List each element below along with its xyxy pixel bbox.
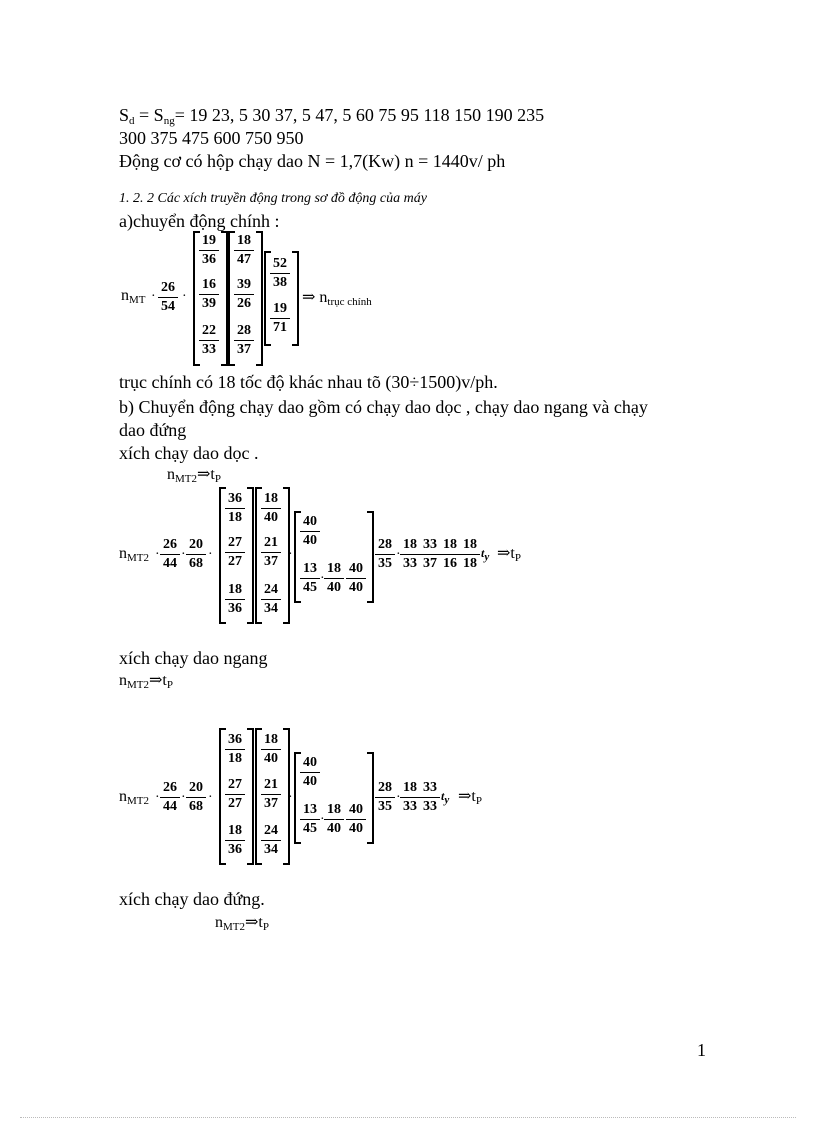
spindle-note: trục chính có 18 tốc độ khác nhau tõ (30÷1500)v/ph. <box>119 372 498 392</box>
eq3-m3-f3: 40 40 <box>346 801 366 838</box>
eq2-m1-f1: 27 27 <box>225 534 245 571</box>
eq2-m3-f0: 40 40 <box>300 513 320 550</box>
eq1-dot: · <box>151 289 156 304</box>
eq2-lhs: $n_{MT2}$ <box>119 545 149 564</box>
eq1-m3-f0: 52 38 <box>270 255 290 292</box>
eq3-tail-f2: 33 33 <box>420 779 440 816</box>
eq3-m2-f1: 21 37 <box>261 776 281 813</box>
eq3-tail-f0: 28 35 <box>375 779 395 816</box>
eq2-rhs: $\Rightarrow t_P$ <box>497 545 521 564</box>
eq2-dot: · <box>208 547 213 562</box>
long-feed-chain: $n_{MT2}\Rightarrow t_P$ <box>167 466 221 485</box>
eq2-tail-f1: 18 33 <box>400 536 420 573</box>
eq3-rhs: $\Rightarrow t_P$ <box>458 788 482 807</box>
eq2-dot: · <box>320 571 325 586</box>
eq2-dot: · <box>181 547 186 562</box>
eq2-m2-f2: 24 34 <box>261 581 281 618</box>
eq1-m1-f0: 19 36 <box>199 232 219 269</box>
eq1-frac-a: 26 54 <box>158 279 178 316</box>
eq2-tail-f3: 18 16 <box>440 536 460 573</box>
eq2-m1-f2: 18 36 <box>225 581 245 618</box>
page-number: 1 <box>697 1040 706 1060</box>
eq2-m2-f1: 21 37 <box>261 534 281 571</box>
eq3-m2-f2: 24 34 <box>261 822 281 859</box>
eq2-frac-a: 26 44 <box>160 536 180 573</box>
eq2-m3-f2: 18 40 <box>324 560 344 597</box>
eq2-m1-f0: 36 18 <box>225 490 245 527</box>
eq2-m2-f0: 18 40 <box>261 490 281 527</box>
eq3-m3-f0: 40 40 <box>300 754 320 791</box>
eq2-dot: · <box>396 547 401 562</box>
eq1-m1-f2: 22 33 <box>199 322 219 359</box>
eq1-dot: · <box>182 289 187 304</box>
eq2-tail-f4: 18 18 <box>460 536 480 573</box>
long-feed-heading: xích chạy dao dọc . <box>119 443 259 463</box>
eq3-dot: · <box>155 790 160 805</box>
eq3-m1-rbracket <box>247 728 254 865</box>
feed-motion-line-1: b) Chuyển động chạy dao gồm có chạy dao dọc , chạy dao ngang và chạy <box>119 397 648 417</box>
speeds-line-2: 300 375 475 600 750 950 <box>119 128 304 148</box>
eq2-tail-f0: 28 35 <box>375 536 395 573</box>
eq2-m3-rbracket <box>367 511 374 603</box>
eq2-m1-rbracket <box>247 487 254 624</box>
main-motion-heading: a)chuyển động chính : <box>119 211 280 231</box>
eq3-dot: · <box>288 790 293 805</box>
section-heading: 1. 2. 2 Các xích truyền động trong sơ đồ động của máy <box>119 191 427 206</box>
eq1-m2-f1: 39 26 <box>234 276 254 313</box>
eq3-m1-f1: 27 27 <box>225 776 245 813</box>
vert-feed-heading: xích chạy dao đứng. <box>119 889 265 909</box>
eq3-dot: · <box>208 790 213 805</box>
eq3-m3-f2: 18 40 <box>324 801 344 838</box>
eq3-frac-a: 26 44 <box>160 779 180 816</box>
cross-feed-heading: xích chạy dao ngang <box>119 648 268 668</box>
speeds-line-1: $S_d = S_{ng}= 19$ 23, 5 30 37, 5 47, 5 60 75 95 118 150 190 235 <box>119 105 545 127</box>
eq1-m3-rbracket <box>292 251 299 346</box>
feed-motion-line-2: dao đứng <box>119 420 187 440</box>
eq1-m1-rbracket <box>221 231 228 366</box>
eq3-dot: · <box>320 812 325 827</box>
eq2-tail-f2: 33 37 <box>420 536 440 573</box>
eq2-ty: $t_y$ <box>481 546 490 563</box>
eq1-rhs: ⇒ $n_{trục chính}$ <box>302 289 372 308</box>
motor-line: Động cơ có hộp chạy dao N = 1,7(Kw) n = 1440v/ ph <box>119 151 506 171</box>
eq2-frac-b: 20 68 <box>186 536 206 573</box>
eq2-m3-f3: 40 40 <box>346 560 366 597</box>
eq1-m2-rbracket <box>256 231 263 366</box>
eq3-m3-rbracket <box>367 752 374 844</box>
eq3-m3-f1: 13 45 <box>300 801 320 838</box>
eq1-m2-f2: 28 37 <box>234 322 254 359</box>
eq1-m2-f0: 18 47 <box>234 232 254 269</box>
eq2-dot: · <box>155 547 160 562</box>
cross-feed-chain: $n_{MT2}\Rightarrow t_P$ <box>119 672 173 691</box>
eq2-m3-f1: 13 45 <box>300 560 320 597</box>
page-bottom-divider <box>20 1117 796 1118</box>
eq3-dot: · <box>181 790 186 805</box>
eq2-dot: · <box>288 547 293 562</box>
eq1-m3-f1: 19 71 <box>270 300 290 337</box>
eq1-lhs: $n_{MT}$ <box>121 287 146 306</box>
eq1-m1-f1: 16 39 <box>199 276 219 313</box>
eq3-dot: · <box>396 790 401 805</box>
eq3-lhs: $n_{MT2}$ <box>119 788 149 807</box>
eq3-tail-f1: 18 33 <box>400 779 420 816</box>
eq3-m2-f0: 18 40 <box>261 731 281 768</box>
eq3-m1-f2: 18 36 <box>225 822 245 859</box>
vert-feed-chain: $n_{MT2}\Rightarrow t_P$ <box>215 914 269 933</box>
eq3-ty: $t_y$ <box>441 789 450 806</box>
eq3-frac-b: 20 68 <box>186 779 206 816</box>
eq3-m1-f0: 36 18 <box>225 731 245 768</box>
